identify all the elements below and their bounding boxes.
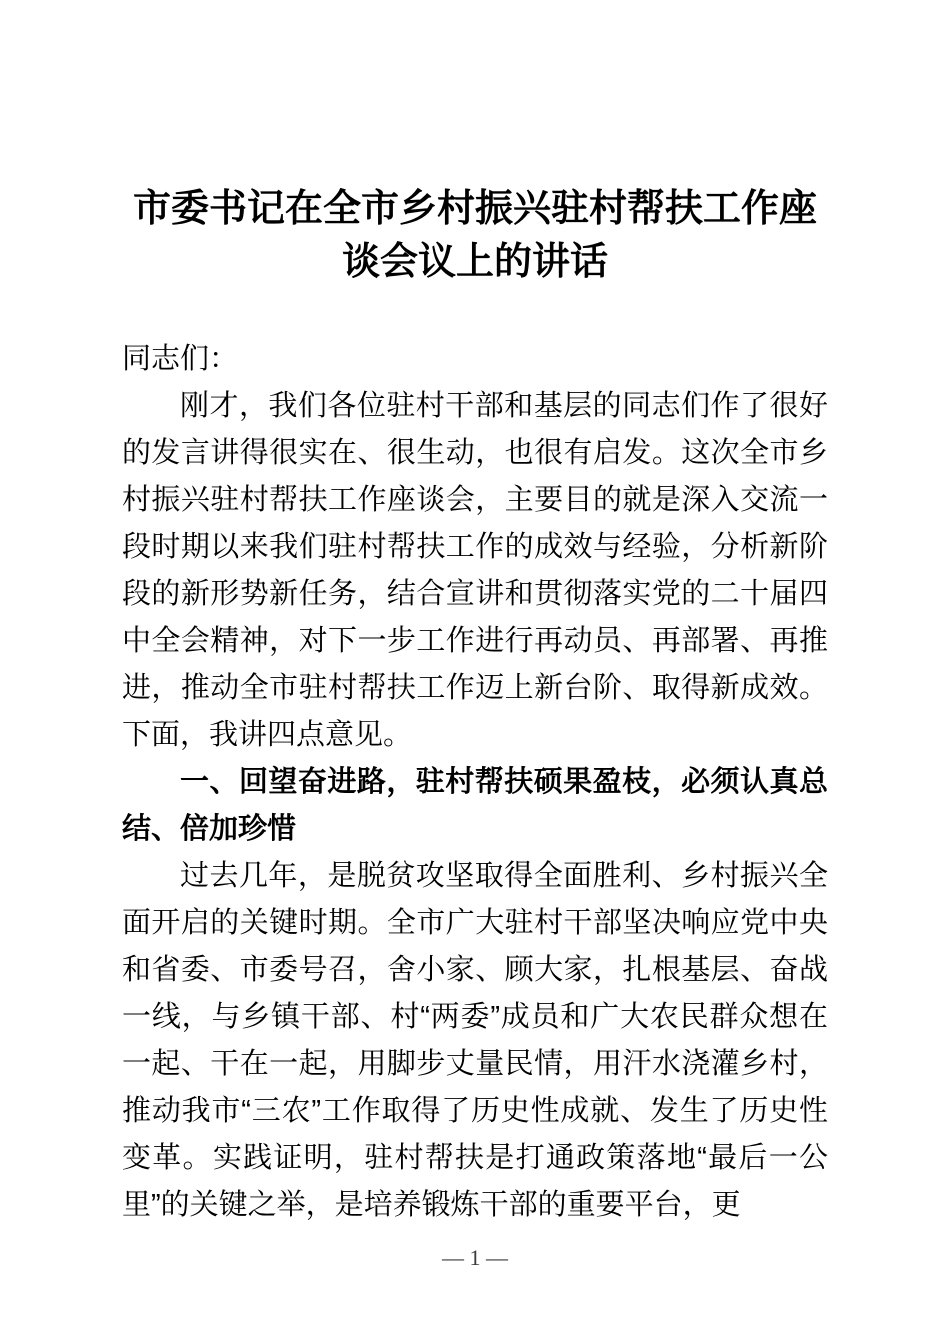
page-footer — [0, 1243, 950, 1273]
page-title — [122, 0, 828, 289]
page-title-line-2: 谈会议上的讲话 — [341, 241, 608, 283]
body-paragraph-2: 过去几年，是脱贫攻坚取得全面胜利、乡村振兴全面开启的关键时期。全市广大驻村干部坚决响应党中央和省委、市委号召，舍小家、顾大家，扎根基层、奋战一线，与乡镇干部、村“两委”成员和广大农民群众想在一起、干在一起，用脚步丈量民情，用汗水浇灌乡村，推动我市“三农”工作取得了历史性成就、发生了历史性变革。实践证明，驻村帮扶是打通政策落地“最后一公里”的关键之举，是培养锻炼干部的重要平台，更 — [122, 860, 828, 1221]
document-content-area — [122, 0, 828, 1229]
page-title-line-1: 市委书记在全市乡村振兴驻村帮扶工作座 — [132, 188, 817, 230]
salutation-text: 同志们： — [122, 343, 239, 375]
section-heading-1: 一、回望奋进路，驻村帮扶硕果盈枝，必须认真总结、倍加珍惜 — [122, 766, 828, 845]
page-number: — 1 — — [442, 1245, 508, 1270]
body-paragraph-1: 刚才，我们各位驻村干部和基层的同志们作了很好的发言讲得很实在、很生动，也很有启发。这次全市乡村振兴驻村帮扶工作座谈会，主要目的就是深入交流一段时期以来我们驻村帮扶工作的成效与经验，分析新阶段的新形势新任务，结合宣讲和贯彻落实党的二十届四中全会精神，对下一步工作进行再动员、再部署、再推进，推动全市驻村帮扶工作迈上新台阶、取得新成效。下面，我讲四点意见。 — [122, 390, 828, 751]
